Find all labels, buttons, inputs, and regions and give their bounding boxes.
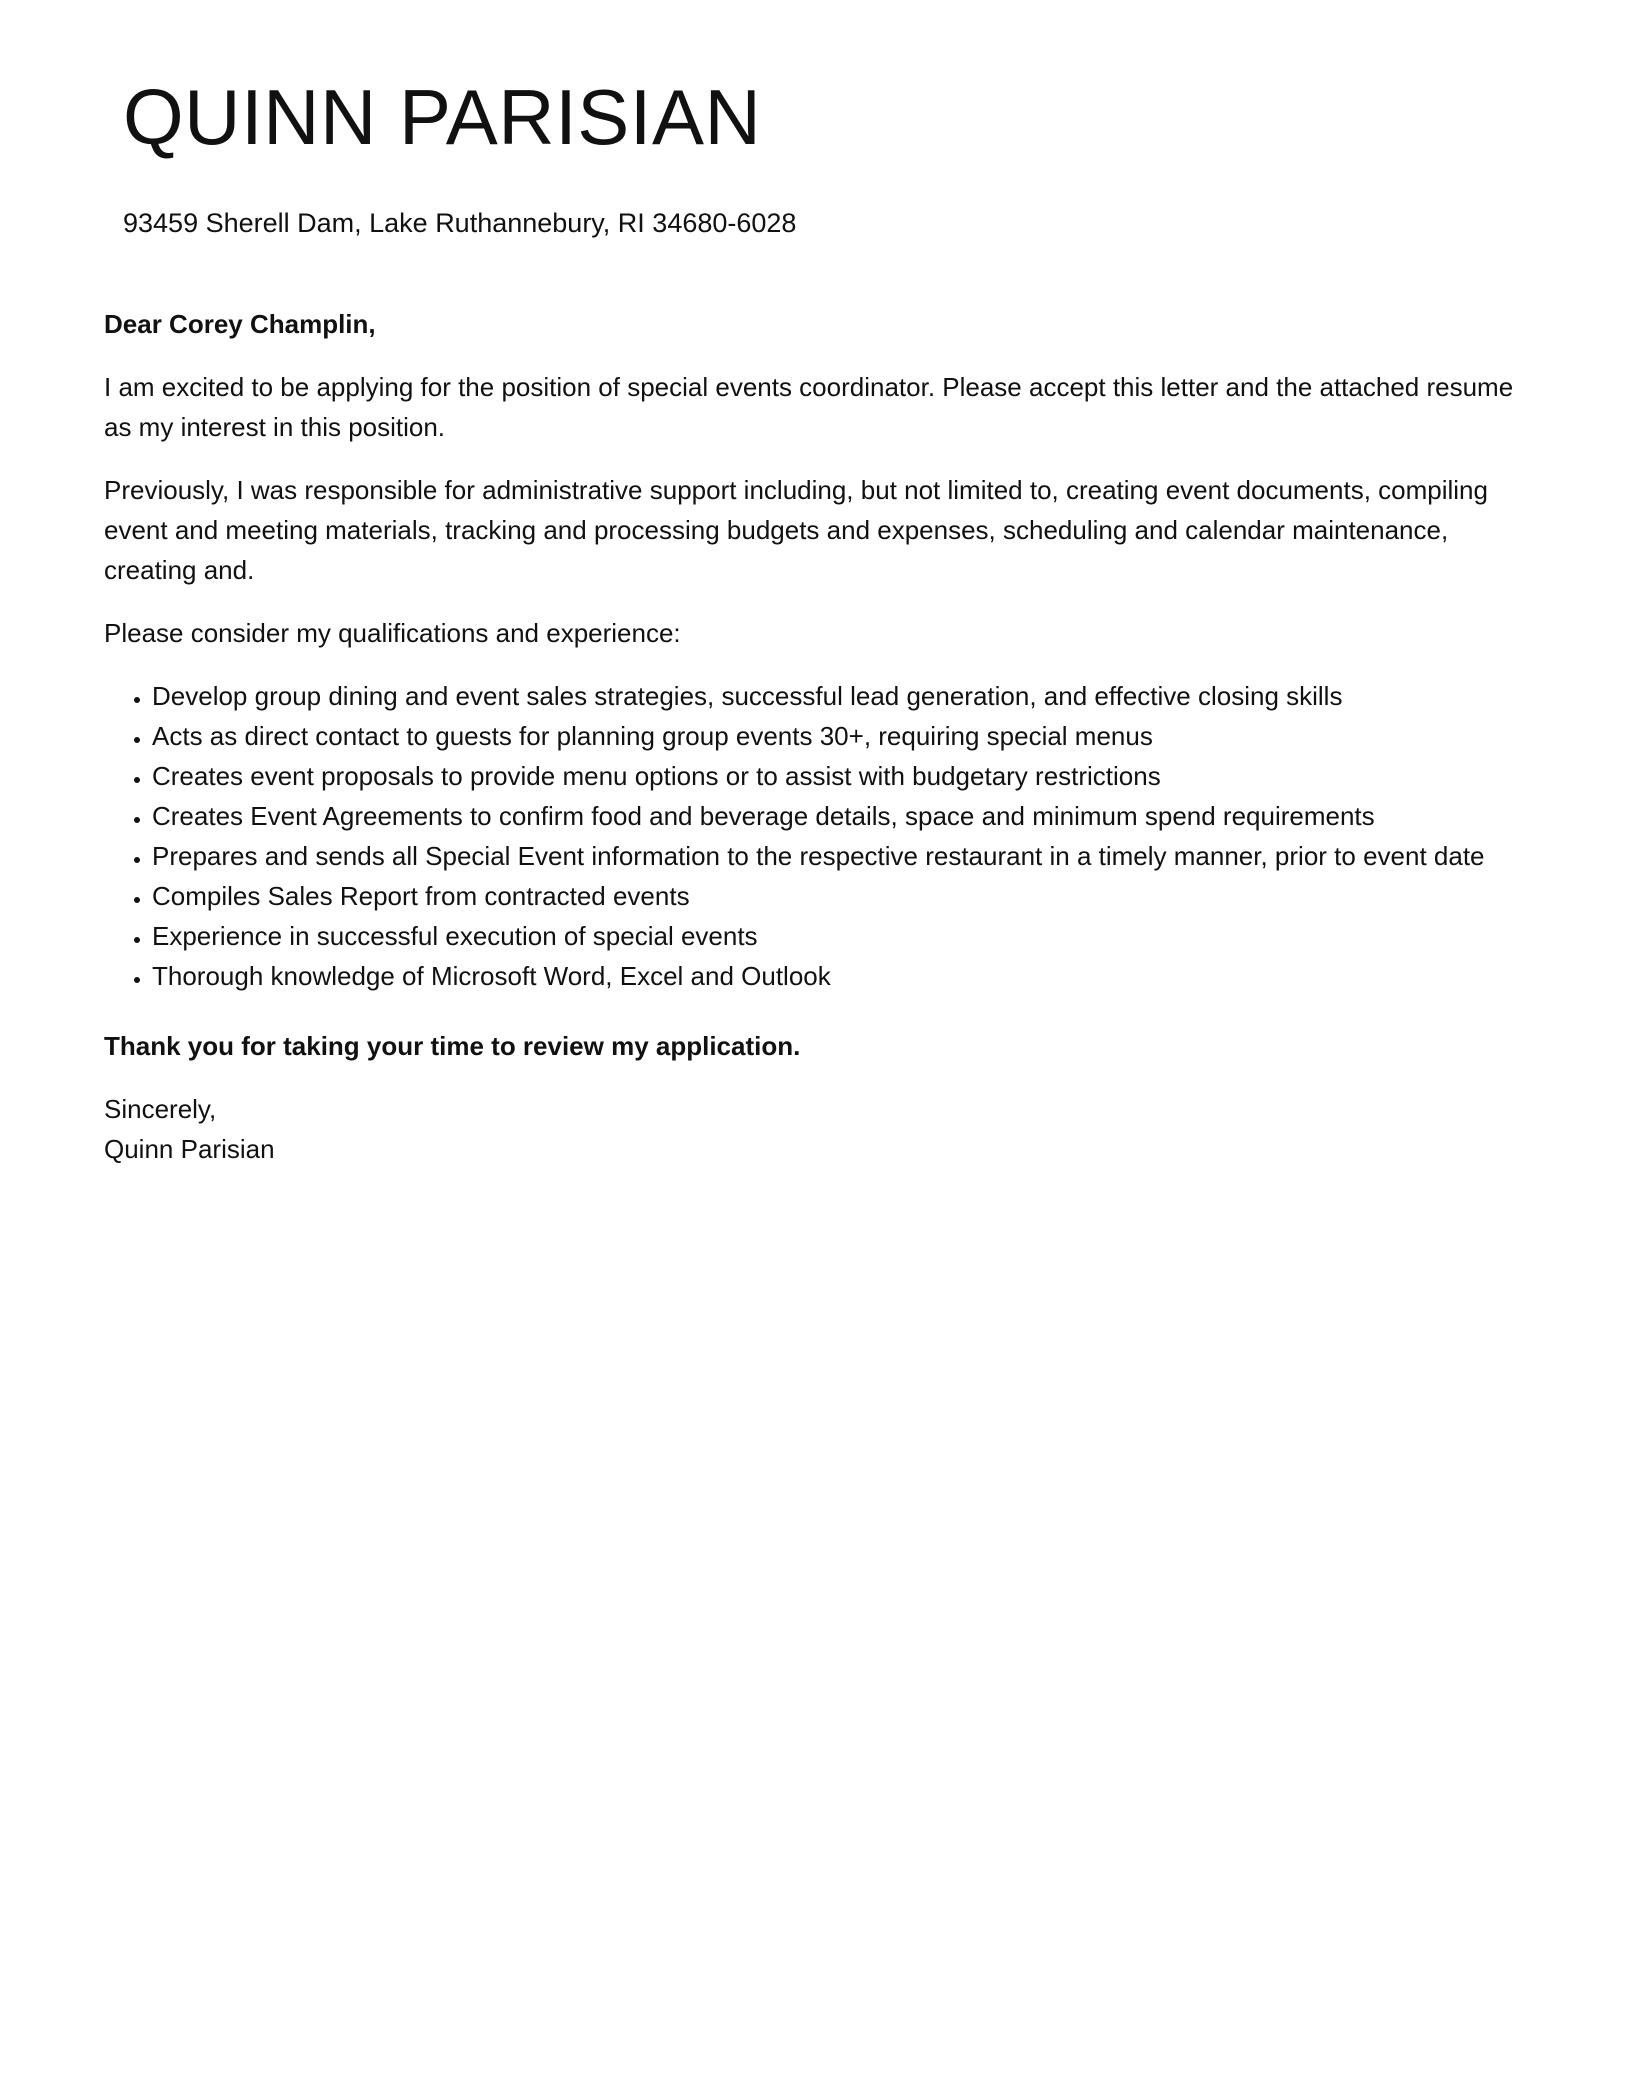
qualification-item: • Prepares and sends all Special Event information to the respective restaurant in a timely manner, prior to event date <box>152 836 1534 876</box>
letter-body <box>104 304 1534 1169</box>
signoff: Sincerely, <box>104 1094 217 1124</box>
qualification-item: • Creates event proposals to provide menu options or to assist with budgetary restrictions <box>152 756 1534 796</box>
salutation: Dear Corey Champlin, <box>104 309 376 339</box>
qualifications-list <box>104 676 1534 996</box>
intro-paragraph: I am excited to be applying for the position of special events coordinator. Please accept this letter and the attached resume as my interest in this position. <box>104 372 1514 442</box>
qualification-item: • Develop group dining and event sales strategies, successful lead generation, and effective closing skills <box>152 676 1534 716</box>
closing-line: Thank you for taking your time to review my application. <box>104 1031 801 1061</box>
qualification-item: • Creates Event Agreements to confirm food and beverage details, space and minimum spend requirements <box>152 796 1534 836</box>
qualification-item: • Compiles Sales Report from contracted events <box>152 876 1534 916</box>
letter-header <box>123 72 1523 240</box>
qualification-item: • Acts as direct contact to guests for planning group events 30+, requiring special menus <box>152 716 1534 756</box>
applicant-name: QUINN PARISIAN <box>123 73 762 161</box>
qualification-item: • Experience in successful execution of special events <box>152 916 1534 956</box>
signature-name: Quinn Parisian <box>104 1134 275 1164</box>
applicant-address: 93459 Sherell Dam, Lake Ruthannebury, RI 34680-6028 <box>123 208 797 238</box>
experience-paragraph: Previously, I was responsible for administrative support including, but not limited to, creating event documents, compiling event and meeting materials, tracking and processing budgets and expenses, scheduling and calendar maintenance, creating and. <box>104 475 1488 585</box>
qualification-item: • Thorough knowledge of Microsoft Word, Excel and Outlook <box>152 956 1534 996</box>
qualifications-intro: Please consider my qualifications and experience: <box>104 618 681 648</box>
